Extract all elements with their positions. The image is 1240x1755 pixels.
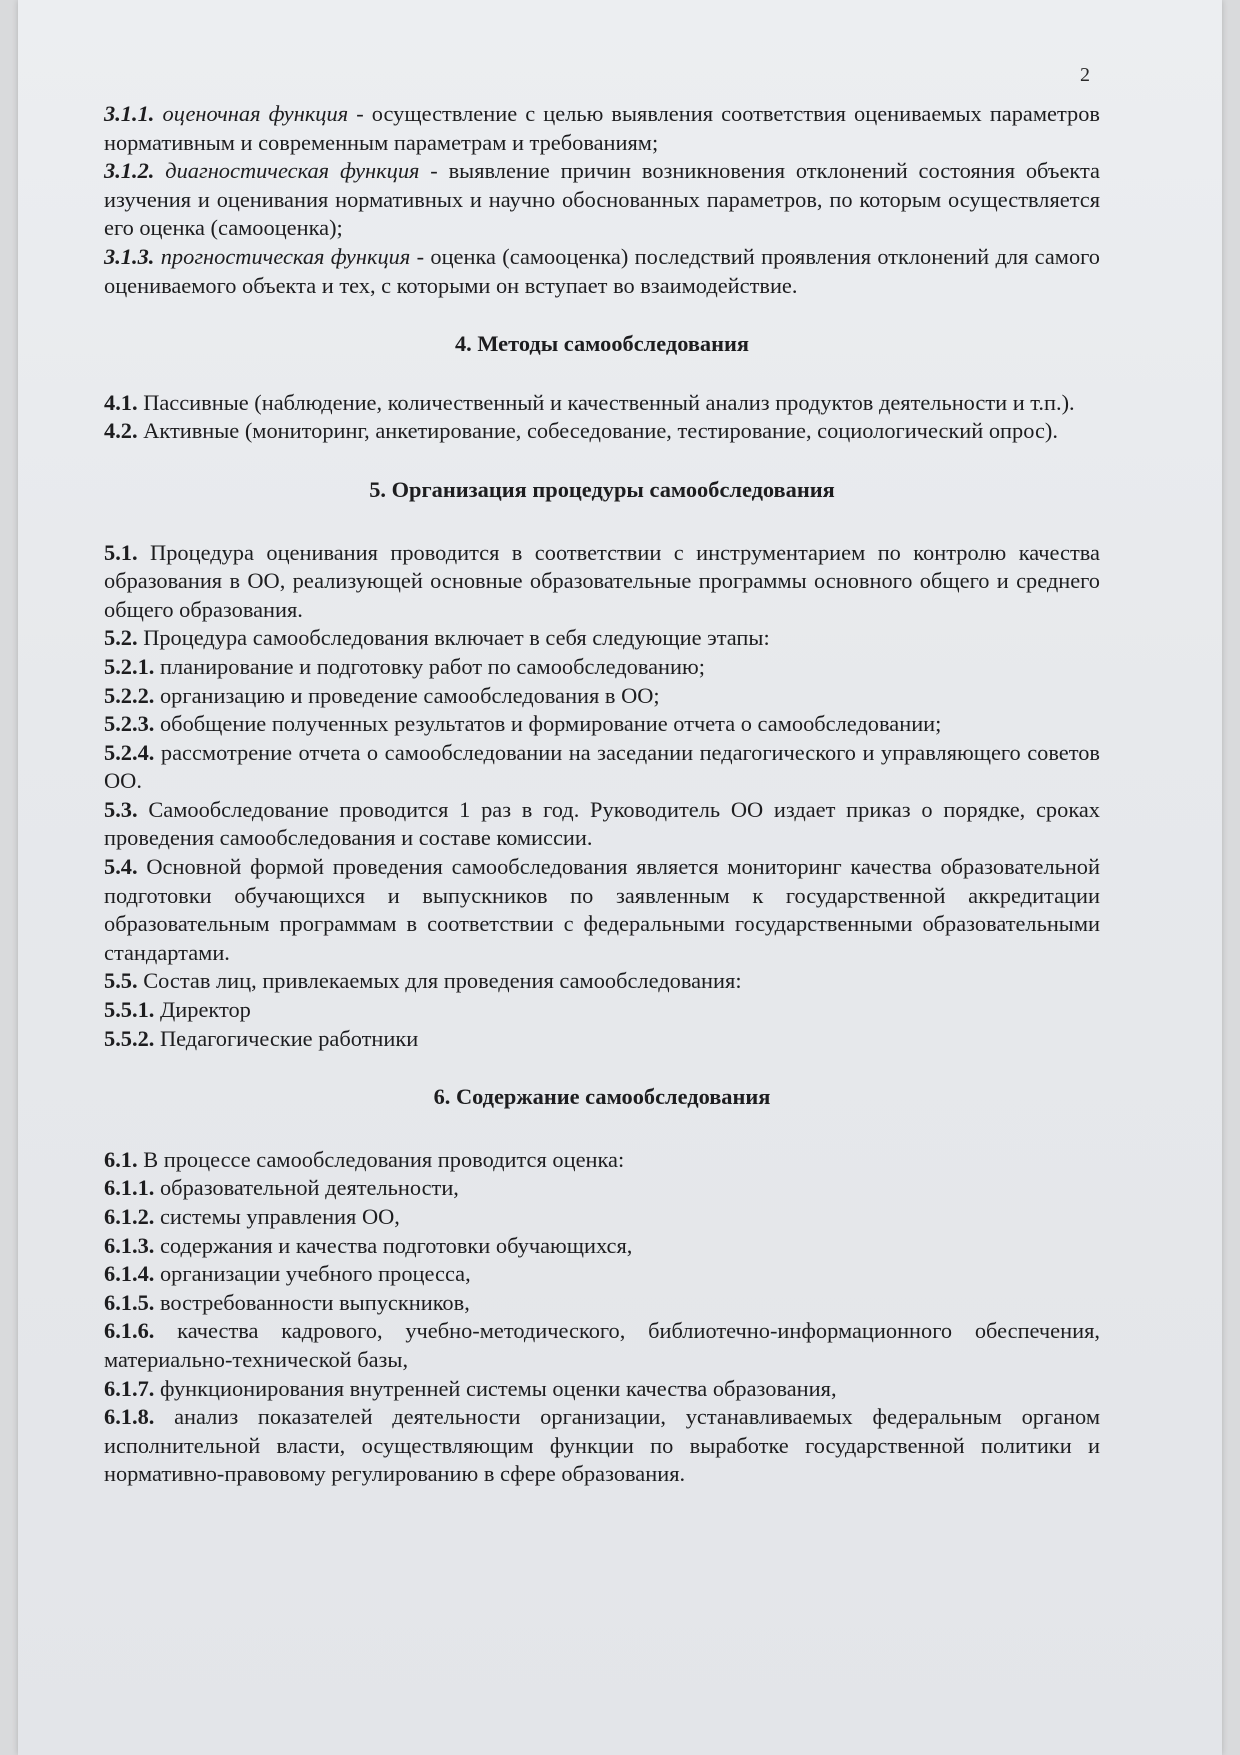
clause-6-1-6: 6.1.6. качества кадрового, учебно-методического, библиотечно-информационного обеспечения, материально-технической базы, — [104, 1318, 1100, 1372]
section-5-heading: 5. Организация процедуры самообследования — [369, 476, 835, 502]
clause-5-5-2: 5.5.2. Педагогические работники — [104, 1025, 419, 1051]
clause-5-2-4: 5.2.4. рассмотрение отчета о самообследовании на заседании педагогического и управляющего советов ОО. — [104, 739, 1100, 794]
clause-6-1-3: 6.1.3. содержания и качества подготовки обучающихся, — [104, 1232, 633, 1258]
clause-5-2-1: 5.2.1. планирование и подготовку работ по самообследованию; — [104, 653, 705, 679]
clause-5-4: 5.4. Основной формой проведения самообследования является мониторинг качества образовательной подготовки обучающихся и выпускников по заявленным к государственной аккредитации образовательным программам в соответствии с федеральными государственными образовательными стандартами. — [104, 854, 1100, 965]
clause-5-1: 5.1. Процедура оценивания проводится в соответствии с инструментарием по контролю качества образования в ОО, реализующей основные образовательные программы основного общего и среднего общего образования. — [104, 539, 1100, 622]
clause-5-5-1: 5.5.1. Директор — [104, 997, 251, 1023]
clause-6-1-4: 6.1.4. организации учебного процесса, — [104, 1261, 471, 1287]
clause-5-5: 5.5. Состав лиц, привлекаемых для проведения самообследования: — [104, 968, 742, 994]
clause-5-2-2: 5.2.2. организацию и проведение самообследования в ОО; — [104, 682, 660, 708]
clause-4-1: 4.1. Пассивные (наблюдение, количественный и качественный анализ продуктов деятельности и т.п.). — [104, 389, 1075, 415]
page-number: 2 — [1080, 64, 1090, 86]
clause-6-1-5: 6.1.5. востребованности выпускников, — [104, 1289, 470, 1315]
clause-6-1: 6.1. В процессе самообследования проводится оценка: — [104, 1146, 625, 1172]
clause-3-1-3: 3.1.3. прогностическая функция - оценка (самооценка) последствий проявления отклонений для самого оцениваемого объекта и тех, с которыми он вступает во взаимодействие. — [104, 243, 1100, 298]
clause-6-1-8: 6.1.8. анализ показателей деятельности организации, устанавливаемых федеральным органом исполнительной власти, осуществляющим функции по выработке государственной политики и нормативно-правовому регулированию в сфере образования. — [104, 1404, 1100, 1487]
section-6-heading: 6. Содержание самообследования — [433, 1084, 771, 1110]
clause-3-1-2: 3.1.2. диагностическая функция - выявление причин возникновения отклонений состояния объекта изучения и оценивания нормативных и научно обоснованных параметров, по которым осуществляется его оценка (самооценка); — [104, 158, 1100, 241]
document-body — [104, 100, 1100, 1489]
clause-6-1-2: 6.1.2. системы управления ОО, — [104, 1204, 400, 1229]
clause-5-2-3: 5.2.3. обобщение полученных результатов и формирование отчета о самообследовании; — [104, 711, 942, 737]
clause-4-2: 4.2. Активные (мониторинг, анкетирование, собеседование, тестирование, социологический опрос). — [104, 418, 1058, 444]
clause-5-3: 5.3. Самообследование проводится 1 раз в год. Руководитель ОО издает приказ о порядке, сроках проведения самообследования и составе комиссии. — [104, 796, 1100, 851]
section-4-heading: 4. Методы самообследования — [454, 331, 750, 357]
clause-6-1-7: 6.1.7. функционирования внутренней системы оценки качества образования, — [104, 1375, 837, 1401]
document-page — [18, 0, 1222, 1755]
clause-6-1-1: 6.1.1. образовательной деятельности, — [104, 1175, 459, 1201]
clause-3-1-1: 3.1.1. оценочная функция - осуществление с целью выявления соответствия оцениваемых параметров нормативным и современным параметрам и требованиям; — [104, 101, 1100, 155]
clause-5-2: 5.2. Процедура самообследования включает в себя следующие этапы: — [104, 625, 770, 651]
